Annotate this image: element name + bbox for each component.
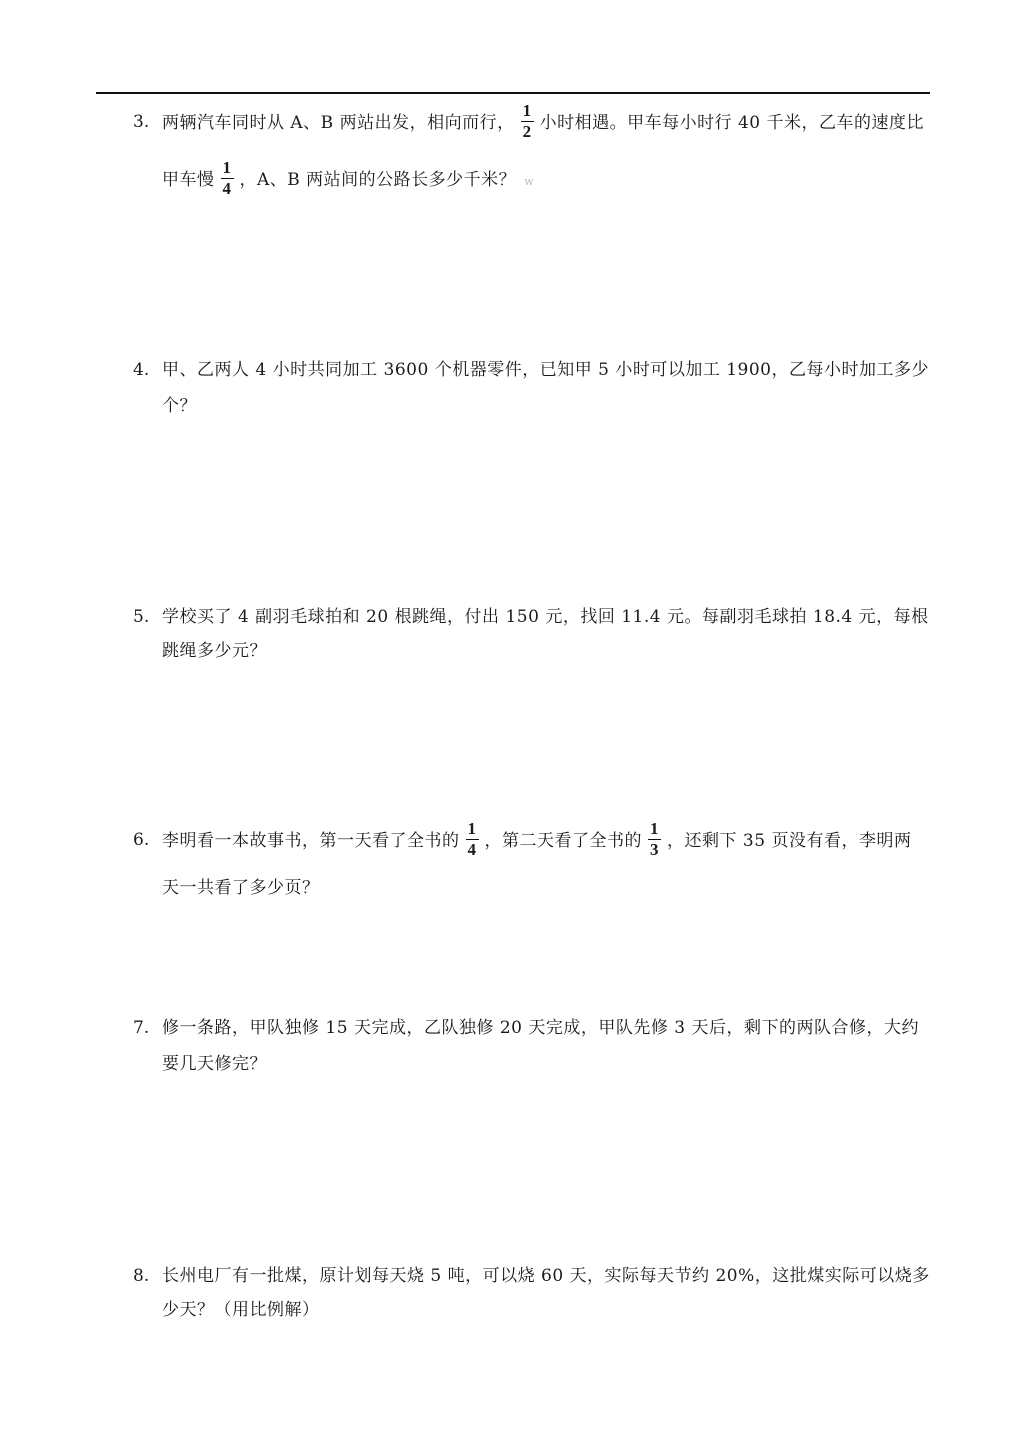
problem-text-line-1 — [162, 819, 912, 861]
problem-text-line-1: 长州电厂有一批煤，原计划每天烧 5 吨，可以烧 60 天，实际每天节约 20%，这批煤实际可以烧多 — [162, 1266, 930, 1286]
fraction-denominator: 4 — [467, 840, 477, 859]
header-rule — [96, 92, 930, 94]
problem-text-line-1 — [162, 101, 925, 143]
text-segment: 两辆汽车同时从 A、B 两站出发，相向而行， — [162, 113, 515, 133]
fraction — [648, 820, 661, 859]
fraction — [466, 820, 479, 859]
text-segment: 甲车慢 — [162, 170, 215, 190]
text-segment: ，第二天看了全书的 — [484, 831, 642, 851]
problem-text-line-1: 学校买了 4 副羽毛球拍和 20 根跳绳，付出 150 元，找回 11.4 元。每副羽毛球拍 18.4 元，每根 — [162, 607, 929, 627]
problem-text-line-1: 修一条路，甲队独修 15 天完成，乙队独修 20 天完成，甲队先修 3 天后，剩下的两队合修，大约 — [162, 1018, 920, 1038]
text-segment: ，还剩下 35 页没有看，李明两 — [667, 831, 912, 851]
problem-number: 3. — [133, 112, 150, 132]
problem-text-line-1: 甲、乙两人 4 小时共同加工 3600 个机器零件，已知甲 5 小时可以加工 1900，乙每小时加工多少 — [162, 360, 929, 380]
fraction-denominator: 3 — [650, 840, 659, 859]
fraction — [221, 159, 234, 198]
text-segment: 小时相遇。甲车每小时行 40 千米，乙车的速度比 — [539, 113, 925, 133]
faint-mark: w — [524, 175, 535, 188]
problem-number: 7. — [133, 1018, 150, 1038]
fraction-numerator: 1 — [522, 101, 532, 120]
problem-text-line-2 — [162, 158, 535, 200]
problem-number: 4. — [133, 360, 150, 380]
fraction-numerator: 1 — [467, 819, 477, 838]
fraction-denominator: 2 — [522, 122, 532, 141]
fraction-numerator: 1 — [222, 158, 232, 177]
problem-text-line-2: 少天？（用比例解） — [162, 1300, 320, 1320]
problem-number: 5. — [133, 607, 150, 627]
text-segment: 李明看一本故事书，第一天看了全书的 — [162, 831, 460, 851]
problem-text-line-2: 跳绳多少元？ — [162, 641, 267, 661]
problem-text-line-2: 个？ — [162, 396, 197, 416]
problem-number: 6. — [133, 830, 150, 850]
fraction-numerator: 1 — [650, 819, 659, 838]
problem-number: 8. — [133, 1266, 150, 1286]
problem-text-line-2: 要几天修完？ — [162, 1054, 267, 1074]
fraction-denominator: 4 — [222, 179, 232, 198]
problem-text-line-2: 天一共看了多少页？ — [162, 878, 320, 898]
fraction — [521, 102, 534, 141]
text-segment: ，A、B 两站间的公路长多少千米？ — [239, 170, 517, 190]
